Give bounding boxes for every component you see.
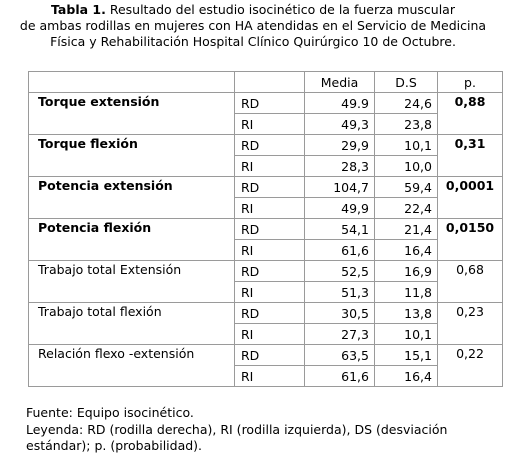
caption-text-1: Resultado del estudio isocinético de la fuerza muscular — [105, 2, 455, 17]
media-cell: 61,6 — [305, 366, 375, 387]
side-cell: RD — [235, 261, 305, 282]
p-value-cell: 0,23 — [438, 303, 503, 345]
header-cell-p: p. — [438, 72, 503, 93]
table-row — [29, 219, 503, 240]
p-value-cell: 0,68 — [438, 261, 503, 303]
results-table — [28, 71, 503, 387]
header-cell-label — [29, 72, 235, 93]
side-cell: RI — [235, 366, 305, 387]
table-footer — [26, 405, 496, 455]
p-value-cell: 0,0150 — [438, 219, 503, 261]
media-cell: 28,3 — [305, 156, 375, 177]
header-cell-ds: D.S — [375, 72, 438, 93]
caption-line-2: de ambas rodillas en mujeres con HA atendidas en el Servicio de Medicina — [19, 18, 487, 33]
caption-line-3: Física y Rehabilitación Hospital Clínico Quirúrgico 10 de Octubre. — [50, 34, 456, 49]
ds-cell: 10,1 — [375, 324, 438, 345]
side-cell: RD — [235, 93, 305, 114]
media-cell: 61,6 — [305, 240, 375, 261]
side-cell: RD — [235, 135, 305, 156]
media-cell: 49,3 — [305, 114, 375, 135]
ds-cell: 16,9 — [375, 261, 438, 282]
variable-label: Relación flexo -extensión — [29, 345, 235, 387]
variable-label: Torque flexión — [29, 135, 235, 177]
ds-cell: 13,8 — [375, 303, 438, 324]
ds-cell: 24,6 — [375, 93, 438, 114]
ds-cell: 22,4 — [375, 198, 438, 219]
p-value-cell: 0,0001 — [438, 177, 503, 219]
footer-legend-line-1: Leyenda: RD (rodilla derecha), RI (rodilla izquierda), DS (desviación — [26, 421, 448, 437]
variable-label: Torque extensión — [29, 93, 235, 135]
side-cell: RD — [235, 219, 305, 240]
variable-label: Trabajo total Extensión — [29, 261, 235, 303]
side-cell: RD — [235, 345, 305, 366]
ds-cell: 10,0 — [375, 156, 438, 177]
table-row — [29, 261, 503, 282]
media-cell: 27,3 — [305, 324, 375, 345]
p-value-cell: 0,88 — [438, 93, 503, 135]
caption-line-1 — [0, 2, 506, 18]
variable-label: Potencia extensión — [29, 177, 235, 219]
media-cell: 63,5 — [305, 345, 375, 366]
media-cell: 49.9 — [305, 93, 375, 114]
media-cell: 29,9 — [305, 135, 375, 156]
table-header-row — [29, 72, 503, 93]
side-cell: RI — [235, 114, 305, 135]
ds-cell: 15,1 — [375, 345, 438, 366]
caption-label: Tabla 1. — [51, 2, 106, 17]
variable-label: Trabajo total flexión — [29, 303, 235, 345]
side-cell: RI — [235, 198, 305, 219]
ds-cell: 23,8 — [375, 114, 438, 135]
media-cell: 104,7 — [305, 177, 375, 198]
side-cell: RD — [235, 303, 305, 324]
media-cell: 51,3 — [305, 282, 375, 303]
header-cell-side — [235, 72, 305, 93]
header-cell-media: Media — [305, 72, 375, 93]
table-row — [29, 177, 503, 198]
footer-legend-line-2: estándar); p. (probabilidad). — [26, 438, 203, 453]
media-cell: 49,9 — [305, 198, 375, 219]
ds-cell: 21,4 — [375, 219, 438, 240]
ds-cell: 59,4 — [375, 177, 438, 198]
media-cell: 52,5 — [305, 261, 375, 282]
p-value-cell: 0,31 — [438, 135, 503, 177]
ds-cell: 11,8 — [375, 282, 438, 303]
table-row — [29, 303, 503, 324]
side-cell: RD — [235, 177, 305, 198]
media-cell: 54,1 — [305, 219, 375, 240]
side-cell: RI — [235, 324, 305, 345]
ds-cell: 10,1 — [375, 135, 438, 156]
ds-cell: 16,4 — [375, 366, 438, 387]
p-value-cell: 0,22 — [438, 345, 503, 387]
side-cell: RI — [235, 282, 305, 303]
table-row — [29, 135, 503, 156]
table-caption — [0, 2, 506, 50]
ds-cell: 16,4 — [375, 240, 438, 261]
media-cell: 30,5 — [305, 303, 375, 324]
variable-label: Potencia flexión — [29, 219, 235, 261]
table-row — [29, 93, 503, 114]
table-row — [29, 345, 503, 366]
side-cell: RI — [235, 156, 305, 177]
side-cell: RI — [235, 240, 305, 261]
footer-source: Fuente: Equipo isocinético. — [26, 405, 194, 420]
